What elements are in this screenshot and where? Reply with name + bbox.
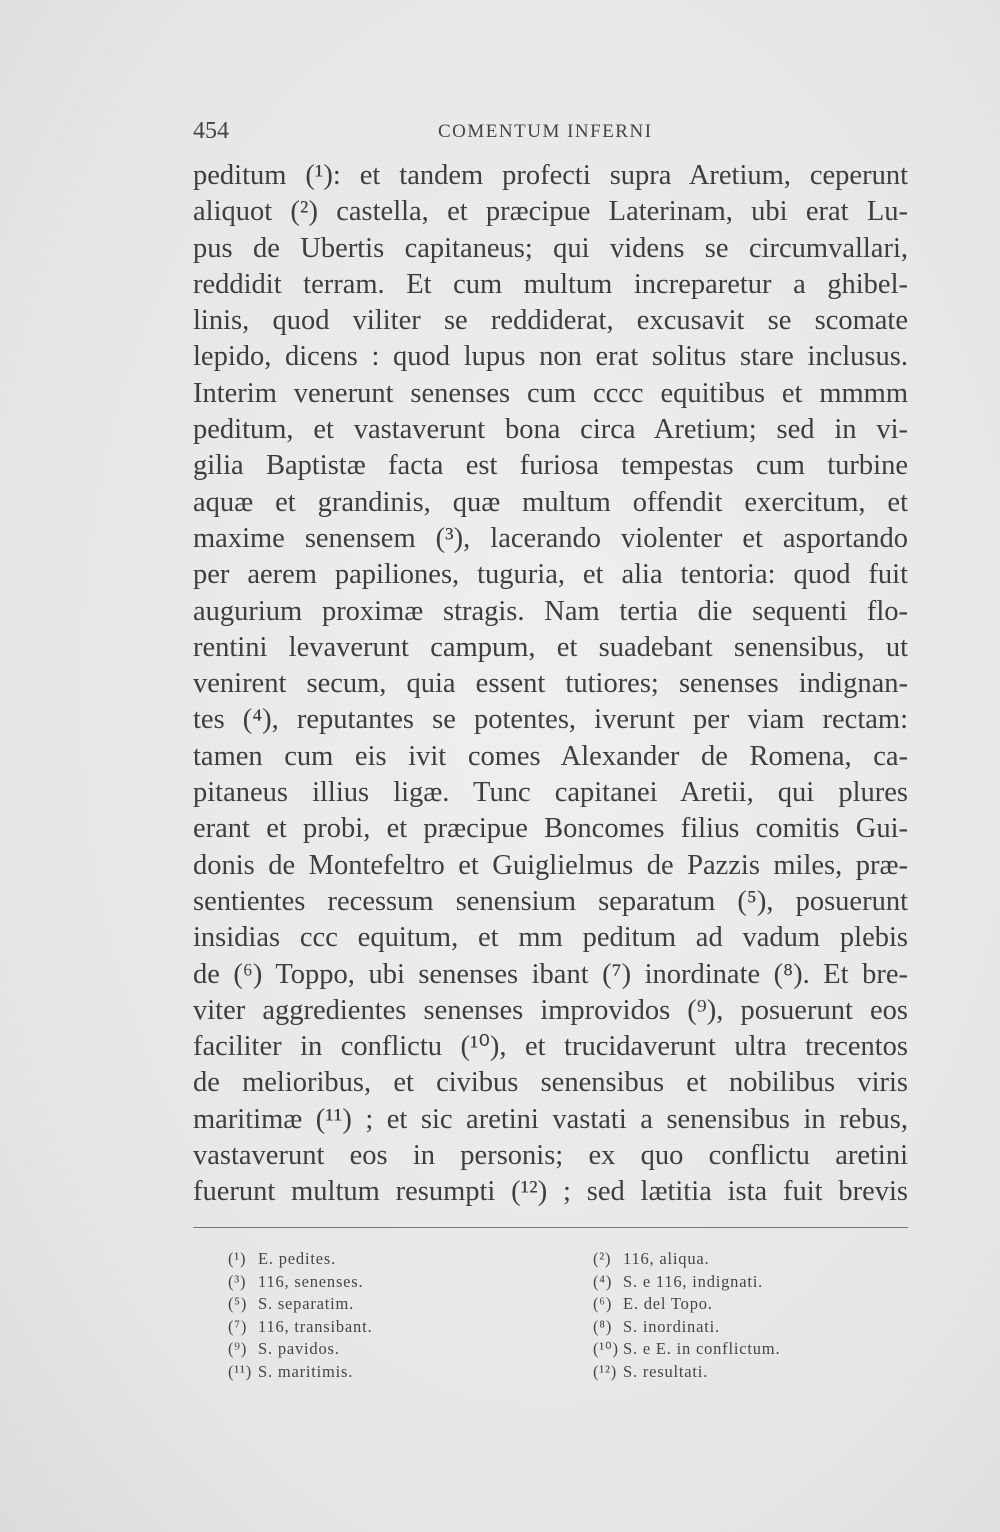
text-line: de melioribus, et civibus senensibus et nobilibus viris (193, 1067, 908, 1099)
footnote-text: 116, transibant. (258, 1316, 373, 1336)
footnote-mark: (⁴) (593, 1271, 613, 1291)
footnote-text: S. separatim. (258, 1294, 355, 1314)
footnote-text: 116, aliqua. (623, 1249, 710, 1268)
footnote-text: S. pavidos. (258, 1339, 340, 1359)
footnote-text: S. e E. in conflictum. (623, 1339, 781, 1359)
footnote-mark: (²) (593, 1249, 612, 1268)
footnote (228, 1361, 588, 1384)
text-line: maritimæ (¹¹) ; et sic aretini vastati a senensibus in rebus, (193, 1103, 908, 1135)
footnote-text: E. del Topo. (623, 1294, 713, 1314)
text-line: aquæ et grandinis, quæ multum offendit exercitum, et (193, 486, 908, 518)
footnote (228, 1293, 588, 1316)
footnote (228, 1338, 588, 1361)
footnote-mark: (¹) (228, 1249, 247, 1268)
footnote (593, 1271, 953, 1294)
footnote (593, 1361, 953, 1384)
body-text (193, 158, 908, 1211)
footnote-mark: (⁸) (593, 1316, 613, 1336)
footnote-mark: (⁶) (593, 1294, 613, 1314)
footnote (228, 1316, 588, 1339)
text-line: rentini levaverunt campum, et suadebant senensibus, ut (193, 631, 908, 663)
footnote (593, 1248, 953, 1271)
footnote-mark: (¹²) (593, 1361, 618, 1381)
text-line: de (⁶) Toppo, ubi senenses ibant (⁷) inordinate (⁸). Et bre- (193, 958, 908, 990)
text-line: fuerunt multum resumpti (¹²) ; sed lætitia ista fuit brevis (193, 1176, 908, 1208)
footnote-text: S. resultati. (623, 1361, 709, 1381)
text-line: Interim venerunt senenses cum cccc equitibus et mmmm (193, 377, 908, 409)
text-line: pitaneus illius ligæ. Tunc capitanei Aretii, qui plures (193, 777, 908, 809)
footnote (228, 1271, 588, 1294)
footnotes-left-column (228, 1248, 588, 1384)
footnote-text: S. e 116, indignati. (623, 1271, 764, 1291)
text-line: vastaverunt eos in personis; ex quo conflictu aretini (193, 1140, 908, 1172)
footnote-text: E. pedites. (258, 1249, 336, 1268)
footnote-mark: (³) (228, 1271, 247, 1291)
footnote-divider (193, 1227, 908, 1228)
text-line: peditum, et vastaverunt bona circa Aretium; sed in vi- (193, 414, 908, 446)
footnote-mark: (⁷) (228, 1316, 248, 1336)
text-line: aliquot (²) castella, et præcipue Laterinam, ubi erat Lu- (193, 196, 908, 228)
text-line: peditum (¹): et tandem profecti supra Aretium, ceperunt (193, 160, 908, 191)
text-line: tamen cum eis ivit comes Alexander de Romena, ca- (193, 740, 908, 772)
footnote (593, 1338, 953, 1361)
footnotes-right-column (593, 1248, 953, 1384)
text-line: reddidit terram. Et cum multum increparetur a ghibel- (193, 268, 908, 300)
text-line: per aerem papiliones, tuguria, et alia tentoria: quod fuit (193, 559, 908, 591)
footnote-mark: (⁵) (228, 1294, 248, 1314)
text-line: viter aggredientes senenses improvidos (⁹), posuerunt eos (193, 994, 908, 1026)
footnote-text: S. inordinati. (623, 1316, 720, 1336)
text-line: maxime senensem (³), lacerando violenter et asportando (193, 522, 908, 554)
text-line: faciliter in conflictu (¹⁰), et trucidaverunt ultra trecentos (193, 1031, 908, 1063)
text-line: augurium proximæ stragis. Nam tertia die sequenti flo- (193, 595, 908, 627)
running-title: COMENTUM INFERNI (438, 121, 653, 142)
footnote (228, 1248, 588, 1271)
footnote (593, 1293, 953, 1316)
footnote-text: 116, senenses. (258, 1271, 364, 1291)
page-number: 454 (193, 118, 229, 144)
text-line: tes (⁴), reputantes se potentes, iverunt per viam rectam: (193, 704, 908, 736)
footnote-mark: (¹⁰) (593, 1339, 619, 1359)
footnote-mark: (⁹) (228, 1339, 248, 1359)
text-line: donis de Montefeltro et Guiglielmus de Pazzis miles, præ- (193, 849, 908, 881)
text-line: lepido, dicens : quod lupus non erat solitus stare inclusus. (193, 341, 908, 373)
footnote (593, 1316, 953, 1339)
text-line: insidias ccc equitum, et mm peditum ad vadum plebis (193, 922, 908, 954)
text-line: gilia Baptistæ facta est furiosa tempestas cum turbine (193, 450, 908, 482)
footnote-mark: (¹¹) (228, 1361, 253, 1381)
text-line: linis, quod viliter se reddiderat, excusavit se scomate (193, 305, 908, 337)
text-line: erant et probi, et præcipue Boncomes filius comitis Gui- (193, 813, 908, 845)
text-line: sentientes recessum senensium separatum (⁵), posuerunt (193, 885, 908, 917)
running-head (193, 118, 908, 148)
footnote-text: S. maritimis. (258, 1361, 354, 1381)
text-line: venirent secum, quia essent tutiores; senenses indignan- (193, 668, 908, 700)
text-line: pus de Ubertis capitaneus; qui videns se circumvallari, (193, 232, 908, 264)
